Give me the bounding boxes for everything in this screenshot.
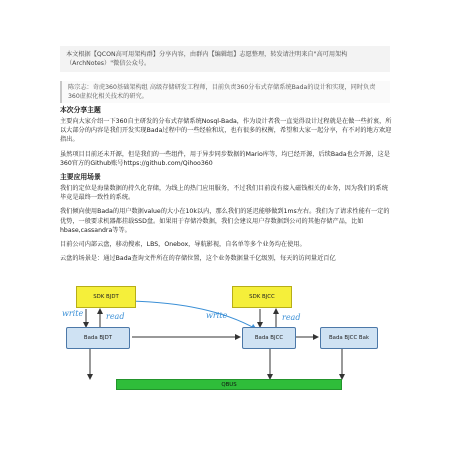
write-label-left: write xyxy=(62,309,84,318)
paragraph: 我们的定位是海量数据的持久化存储，为线上的热门应用服务，不过我们目前没有接入磁钱相关的业务，因为我们的系统毕竟是最终一致性的系统。 xyxy=(60,185,388,202)
paragraph: 虽然项目目前还未开源，但是我们的一些组件，用于异步同步数据的Mario库等，均已经开源，后续Bada也会开源，这是360官方的Github账号https://github.com/Qihoo360 xyxy=(60,150,390,167)
read-label-left: read xyxy=(106,312,125,321)
bada-bjcc-box: Bada BJCC xyxy=(242,327,296,349)
author-intro: 陈宗志：奇虎360基础架构组 高级存储研发工程师，目前负责360分布式存储系统Bada的设计和实现，同时负责360虚拟化相关技术的研究。 xyxy=(60,81,390,103)
paragraph: 云盘的场景是：通过Bada查询文件所在的存储位置，这个业务数据量千亿级别，每天的访问量近百亿 xyxy=(60,255,336,263)
bada-bjcc-bak-box: Bada BJCC Bak xyxy=(320,327,378,349)
sdk-bjcc-box: SDK BJCC xyxy=(232,286,292,308)
paragraph: 我们倾向使用Bada的用户数据value的大小在10k以内，那么我们的延迟能够做到1ms左右。我们为了请求性能有一定的优势，一般要求机器都挂载SSD盘。如果用于存储冷数据，我们会建议用户存数据到公司的其他存储产品，比如hbase,cassandra等等。 xyxy=(60,208,390,234)
article-body xyxy=(60,103,392,268)
source-note: 本文根据【QCON高可用架构群】分享内容，由群内【编辑组】志愿整理，转发请注明来自"高可用架构（ArchNotes）"微信公众号。 xyxy=(60,46,390,72)
sdk-bjdt-box: SDK BJDT xyxy=(76,286,136,308)
architecture-diagram xyxy=(60,281,392,391)
section-heading-topic: 本次分享主题 xyxy=(60,106,101,114)
write-label-right: write xyxy=(206,311,228,320)
paragraph: 主要向大家介绍一下360自主研发的分布式存储系统Nosql-Bada，作为设计者我一直觉得设计过程就是在做一些折衷，所以大部分的内容是我们开发实现Bada过程中的一些经验和坑，也有很多的权衡，希望和大家一起分享，有不对的地方欢迎指出。 xyxy=(60,118,392,144)
bada-bjdt-box: Bada BJDT xyxy=(66,327,130,349)
qbus-bar: QBUS xyxy=(116,379,342,390)
read-label-right: read xyxy=(282,313,301,322)
section-heading-scenarios: 主要应用场景 xyxy=(60,173,101,182)
paragraph: 目前公司内部云盘，移动搜索，LBS，Onebox，导航影视，自名单等多个业务均在使用。 xyxy=(60,241,306,249)
